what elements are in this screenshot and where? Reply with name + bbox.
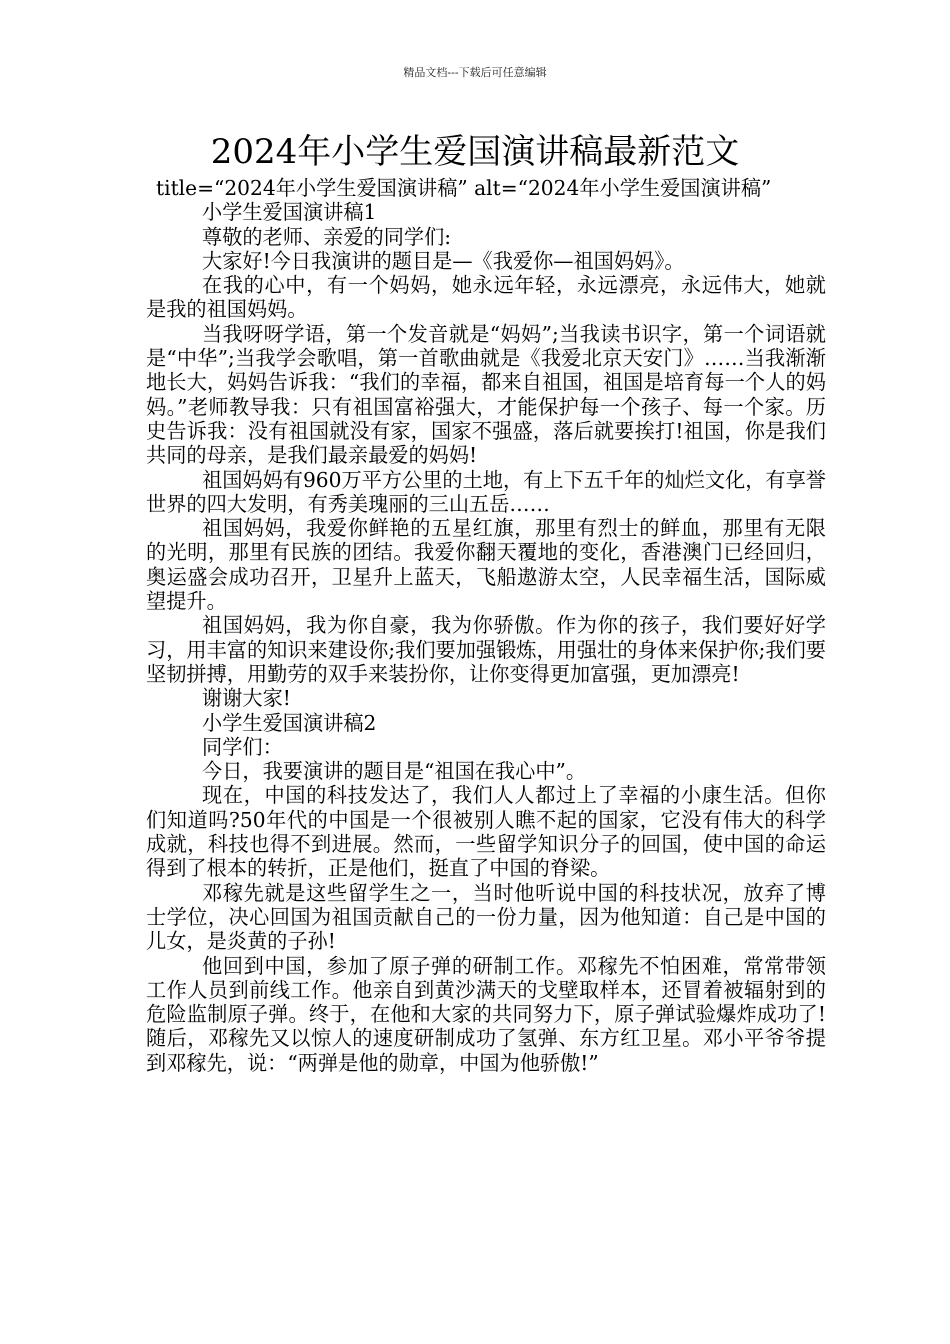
document-body — [146, 176, 826, 1075]
paragraph: 邓稼先就是这些留学生之一，当时他听说中国的科技状况，放弃了博士学位，决心回国为祖国贡献自己的一份力量，因为他知道：自己是中国的儿女，是炎黄的子孙! — [146, 880, 826, 954]
speech-heading-2: 小学生爱国演讲稿2 — [202, 710, 377, 735]
header-note: 精品文档---下载后可任意编辑 — [403, 66, 547, 79]
paragraph: 谢谢大家! — [202, 686, 291, 711]
paragraph: 祖国妈妈有960万平方公里的土地，有上下五千年的灿烂文化，有享誉世界的四大发明，有秀美瑰丽的三山五岳…… — [146, 467, 826, 516]
paragraph: 今日，我要演讲的题目是“祖国在我心中”。 — [202, 759, 587, 784]
paragraph: 他回到中国，参加了原子弹的研制工作。邓稼先不怕困难，常常带领工作人员到前线工作。他亲自到黄沙满天的戈壁取样本，还冒着被辐射到的危险监制原子弹。终于，在他和大家的共同努力下，原子弹试验爆炸成功了!随后，邓稼先又以惊人的速度研制成功了氢弹、东方红卫星。邓小平爷爷提到邓稼先，说：“两弹是他的勋章，中国为他骄傲!” — [146, 953, 826, 1075]
paragraph: 尊敬的老师、亲爱的同学们: — [202, 224, 452, 249]
paragraph: 在我的心中，有一个妈妈，她永远年轻，永远漂亮，永远伟大，她就是我的祖国妈妈。 — [146, 273, 826, 322]
paragraph: 大家好!今日我演讲的题目是—《我爱你—祖国妈妈》。 — [202, 248, 685, 273]
speech-heading-1: 小学生爱国演讲稿1 — [202, 200, 377, 225]
paragraph: 祖国妈妈，我为你自豪，我为你骄傲。作为你的孩子，我们要好好学习，用丰富的知识来建设你;我们要加强锻炼，用强壮的身体来保护你;我们要坚韧拼搏，用勤劳的双手来装扮你，让你变得更加富强，更加漂亮! — [146, 613, 826, 686]
paragraph: 同学们： — [202, 734, 283, 759]
paragraph: 当我呀呀学语，第一个发音就是“妈妈”;当我读书识字，第一个词语就是“中华”;当我学会歌唱，第一首歌曲就是《我爱北京天安门》……当我渐渐地长大，妈妈告诉我：“我们的幸福，都来自祖国，祖国是培育每一个人的妈妈。”老师教导我：只有祖国富裕强大，才能保护每一个孩子、每一个家。历史告诉我：没有祖国就没有家，国家不强盛，落后就要挨打!祖国，你是我们共同的母亲，是我们最亲最爱的妈妈! — [146, 321, 826, 468]
paragraph: 现在，中国的科技发达了，我们人人都过上了幸福的小康生活。但你们知道吗?50年代的中国是一个很被别人瞧不起的国家，它没有伟大的科学成就，科技也得不到进展。然而，一些留学知识分子的回国，使中国的命运得到了根本的转折，正是他们，挺直了中国的脊梁。 — [146, 783, 826, 881]
paragraph: 祖国妈妈，我爱你鲜艳的五星红旗，那里有烈士的鲜血，那里有无限的光明，那里有民族的团结。我爱你翻天覆地的变化，香港澳门已经回归，奥运盛会成功召开，卫星升上蓝天，飞船遨游太空，人民幸福生活，国际威望提升。 — [146, 516, 826, 614]
meta-line: title=“2024年小学生爱国演讲稿” alt=“2024年小学生爱国演讲稿” — [156, 176, 772, 200]
document-title: 2024年小学生爱国演讲稿最新范文 — [210, 132, 740, 172]
